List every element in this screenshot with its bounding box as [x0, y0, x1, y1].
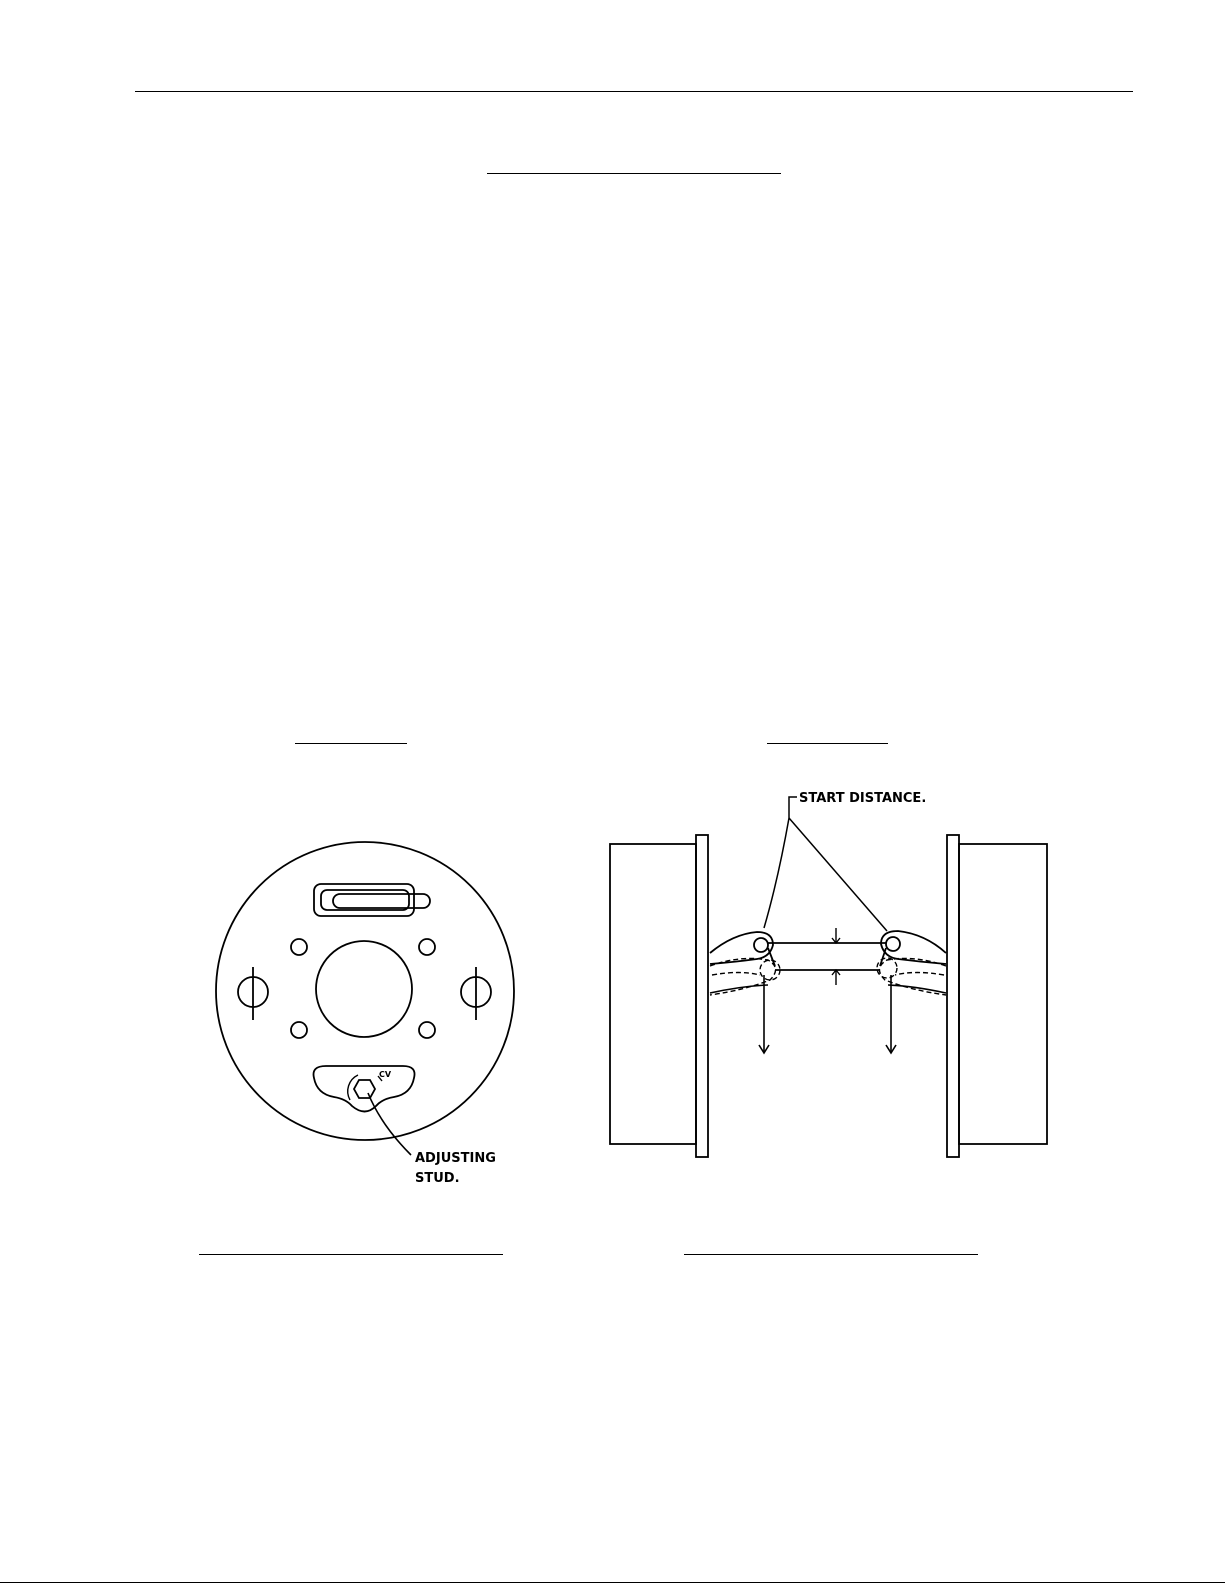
header-rule [135, 91, 1133, 92]
title-underline [487, 173, 781, 174]
bolt-hole-top-left [291, 939, 307, 955]
right-drum [959, 844, 1047, 1144]
adjusting-stud-label-line1: ADJUSTING [415, 1151, 496, 1166]
left-drum [610, 844, 696, 1144]
center-hole [316, 941, 412, 1037]
footer-rule [0, 1582, 1225, 1583]
adjusting-stud-hex [354, 1080, 375, 1098]
right-caption-underline [684, 1254, 978, 1255]
backing-plate-figure [200, 820, 530, 1200]
adjusting-slot [314, 1066, 415, 1112]
left-backing-plate [696, 835, 708, 1157]
backing-plate-outline [216, 842, 514, 1140]
right-backing-plate [947, 835, 959, 1157]
left-figure-heading-underline [295, 743, 407, 744]
start-distance-figure [600, 780, 1060, 1170]
bolt-hole-bottom-left [291, 1022, 307, 1038]
start-distance-leader-left [764, 797, 797, 928]
adjusting-stud-leader [368, 1093, 411, 1155]
left-caption-underline [199, 1254, 503, 1255]
cv-label: CV [379, 1070, 392, 1079]
right-figure-heading-underline [767, 743, 888, 744]
inspection-slot [314, 884, 414, 916]
bolt-hole-bottom-right [419, 1022, 435, 1038]
start-distance-label: START DISTANCE. [799, 791, 927, 806]
start-distance-leader-right [789, 818, 887, 931]
bolt-hole-top-right [419, 939, 435, 955]
adjusting-stud-label-line2: STUD. [415, 1171, 460, 1186]
